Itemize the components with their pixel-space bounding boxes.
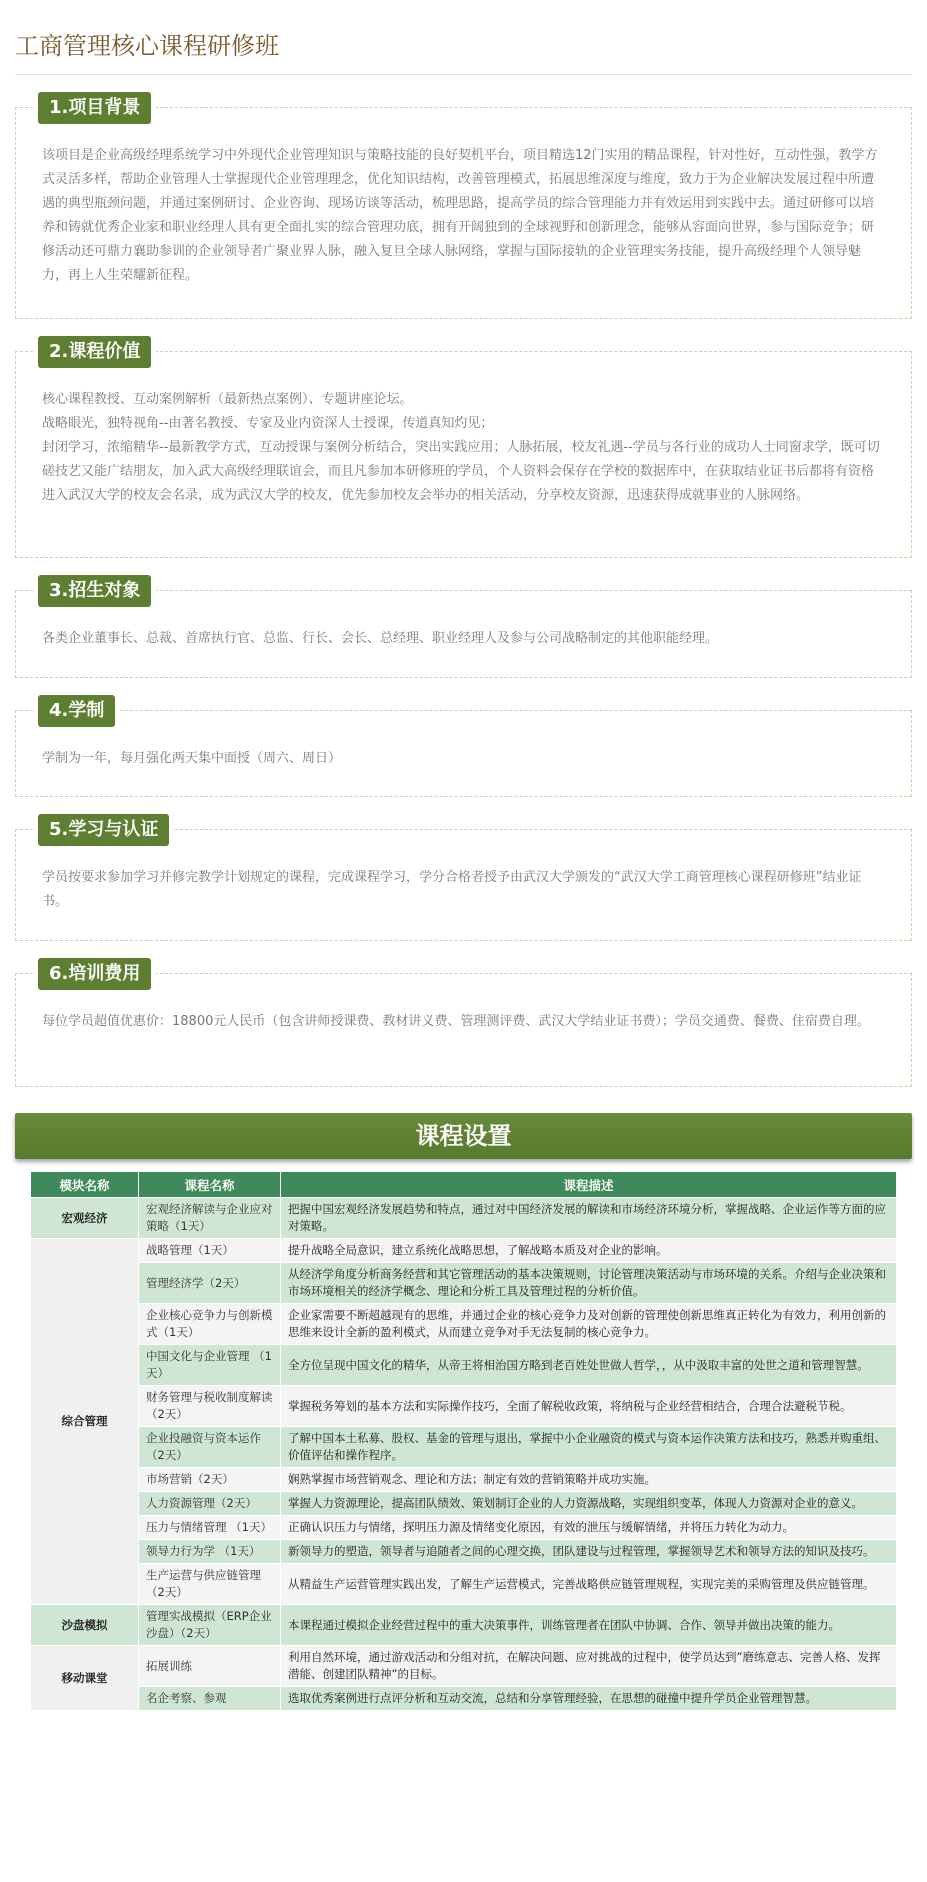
table-row	[31, 1468, 897, 1492]
course-name-cell: 压力与情绪管理 （1天）	[139, 1516, 281, 1540]
course-name-cell: 战略管理（1天）	[139, 1239, 281, 1263]
course-table-header-row	[31, 1172, 897, 1198]
course-name-cell: 名企考察、参观	[139, 1687, 281, 1711]
section-heading: 3.招生对象	[38, 575, 151, 607]
table-row	[31, 1516, 897, 1540]
module-name-cell: 移动课堂	[31, 1646, 139, 1711]
section-content	[15, 107, 912, 319]
section-paragraph: 学员按要求参加学习并修完教学计划规定的课程，完成课程学习，学分合格者授予由武汉大学颁发的“武汉大学工商管理核心课程研修班”结业证书。	[42, 870, 862, 909]
course-name-cell: 管理实战模拟（ERP企业沙盘）（2天）	[139, 1605, 281, 1646]
module-name-cell: 宏观经济	[31, 1198, 139, 1239]
course-desc-cell: 提升战略全局意识，建立系统化战略思想，了解战略本质及对企业的影响。	[281, 1239, 897, 1263]
section-label-wrap	[33, 336, 156, 368]
course-name-cell: 财务管理与税收制度解读（2天）	[139, 1386, 281, 1427]
section-heading: 5.学习与认证	[38, 814, 169, 846]
course-table-body	[31, 1198, 897, 1711]
course-desc-cell: 了解中国本土私募、股权、基金的管理与退出，掌握中小企业融资的模式与资本运作决策方法和技巧，熟悉并购重组、价值评估和操作程序。	[281, 1427, 897, 1468]
section-content	[15, 973, 912, 1087]
course-name-cell: 市场营销（2天）	[139, 1468, 281, 1492]
course-desc-cell: 全方位呈现中国文化的精华，从帝王将相治国方略到老百姓处世做人哲学，，从中汲取丰富的处世之道和管理智慧。	[281, 1345, 897, 1386]
page-title: 工商管理核心课程研修班	[15, 0, 912, 75]
table-row	[31, 1263, 897, 1304]
course-desc-cell: 掌握税务筹划的基本方法和实际操作技巧，全面了解税收政策，将纳税与企业经营相结合，合理合法避税节税。	[281, 1386, 897, 1427]
section-label-wrap	[33, 92, 156, 124]
table-row	[31, 1687, 897, 1711]
table-row	[31, 1427, 897, 1468]
section-heading: 4.学制	[38, 695, 115, 727]
table-row	[31, 1198, 897, 1239]
course-setting-banner: 课程设置	[15, 1113, 912, 1159]
table-row	[31, 1564, 897, 1605]
course-desc-cell: 正确认识压力与情绪，探明压力源及情绪变化原因，有效的泄压与缓解情绪，并将压力转化为动力。	[281, 1516, 897, 1540]
table-row	[31, 1605, 897, 1646]
course-name-cell: 宏观经济解读与企业应对策略（1天）	[139, 1198, 281, 1239]
section-paragraph: 各类企业董事长、总裁、首席执行官、总监、行长、会长、总经理、职业经理人及参与公司战略制定的其他职能经理。	[42, 631, 719, 646]
section-1	[15, 97, 912, 319]
course-name-cell: 领导力行为学 （1天）	[139, 1540, 281, 1564]
course-desc-cell: 企业家需要不断超越现有的思维，并通过企业的核心竞争力及对创新的管理使创新思维真正转化为有效力，利用创新的思维来设计全新的盈利模式，从而建立竞争对手无法复制的核心竞争力。	[281, 1304, 897, 1345]
section-heading: 2.课程价值	[38, 336, 151, 368]
course-desc-cell: 选取优秀案例进行点评分析和互动交流，总结和分享管理经验，在思想的碰撞中提升学员企业管理智慧。	[281, 1687, 897, 1711]
section-label-wrap	[33, 575, 156, 607]
section-label-wrap	[33, 958, 156, 990]
header-course-desc: 课程描述	[281, 1172, 897, 1198]
course-desc-cell: 新领导力的塑造，领导者与追随者之间的心理交换，团队建设与过程管理，掌握领导艺术和领导方法的知识及技巧。	[281, 1540, 897, 1564]
course-name-cell: 生产运营与供应链管理（2天）	[139, 1564, 281, 1605]
module-name-cell: 沙盘模拟	[31, 1605, 139, 1646]
course-desc-cell: 娴熟掌握市场营销观念、理论和方法；制定有效的营销策略并成功实施。	[281, 1468, 897, 1492]
section-paragraph: 该项目是企业高级经理系统学习中外现代企业管理知识与策略技能的良好契机平台，项目精选12门实用的精品课程，针对性好，互动性强，教学方式灵活多样，帮助企业管理人士掌握现代企业管理理念，优化知识结构，改善管理模式，拓展思维深度与维度，致力于为企业解决发展过程中所遭遇的典型瓶颈问题，并通过案例研讨、企业咨询、现场访谈等活动，梳理思路，提高学员的综合管理能力并有效运用到实践中去。通过研修可以培养和铸就优秀企业家和职业经理人具有更全面扎实的综合管理功底，拥有开阔独到的全球视野和创新理念，能够从容面向世界，参与国际竞争；研修活动还可鼎力襄助参训的企业领导者广聚业界人脉，融入复旦全球人脉网络，掌握与国际接轨的企业管理实务技能，提升高级经理个人领导魅力，再上人生荣耀新征程。	[42, 148, 878, 283]
section-paragraph: 封闭学习，浓缩精华--最新教学方式，互动授课与案例分析结合，突出实践应用；人脉拓展，校友礼遇--学员与各行业的成功人士同窗求学，既可切磋技艺又能广结朋友，加入武大高级经理联谊会，而且凡参加本研修班的学员，个人资料会保存在学校的数据库中，在获取结业证书后都将有资格进入武汉大学的校友会名录，成为武汉大学的校友，优先参加校友会举办的相关活动，分享校友资源，迅速获得成就事业的人脉网络。	[42, 440, 880, 503]
course-name-cell: 企业投融资与资本运作（2天）	[139, 1427, 281, 1468]
section-5	[15, 819, 912, 941]
sections-container	[15, 97, 912, 1087]
table-row	[31, 1304, 897, 1345]
table-row	[31, 1540, 897, 1564]
course-name-cell: 中国文化与企业管理 （1天）	[139, 1345, 281, 1386]
section-6	[15, 963, 912, 1087]
section-paragraph: 核心课程教授、互动案例解析（最新热点案例）、专题讲座论坛。	[42, 392, 413, 407]
section-content	[15, 351, 912, 558]
course-table	[30, 1171, 897, 1711]
section-label-wrap	[33, 814, 174, 846]
course-desc-cell: 从精益生产运营管理实践出发，了解生产运营模式，完善战略供应链管理规程，实现完美的采购管理及供应链管理。	[281, 1564, 897, 1605]
course-name-cell: 拓展训练	[139, 1646, 281, 1687]
table-row	[31, 1492, 897, 1516]
section-heading: 1.项目背景	[38, 92, 151, 124]
table-row	[31, 1386, 897, 1427]
course-name-cell: 人力资源管理（2天）	[139, 1492, 281, 1516]
section-paragraph: 学制为一年，每月强化两天集中面授（周六、周日）	[42, 751, 342, 766]
section-content	[15, 710, 912, 797]
course-desc-cell: 把握中国宏观经济发展趋势和特点，通过对中国经济发展的解读和市场经济环境分析，掌握战略、企业运作等方面的应对策略。	[281, 1198, 897, 1239]
table-row	[31, 1239, 897, 1263]
course-desc-cell: 本课程通过模拟企业经营过程中的重大决策事件，训练管理者在团队中协调、合作、领导并做出决策的能力。	[281, 1605, 897, 1646]
module-name-cell: 综合管理	[31, 1239, 139, 1605]
header-module: 模块名称	[31, 1172, 139, 1198]
section-2	[15, 341, 912, 558]
table-row	[31, 1646, 897, 1687]
section-label-wrap	[33, 695, 120, 727]
section-paragraph: 每位学员超值优惠价：18800元人民币（包含讲师授课费、教材讲义费、管理测评费、武汉大学结业证书费）；学员交通费、餐费、住宿费自理。	[42, 1014, 870, 1029]
table-row	[31, 1345, 897, 1386]
header-course-name: 课程名称	[139, 1172, 281, 1198]
course-desc-cell: 从经济学角度分析商务经营和其它管理活动的基本决策规则，讨论管理决策活动与市场环境的关系。介绍与企业决策和市场环境相关的经济学概念、理论和分析工具及管理过程的分析价值。	[281, 1263, 897, 1304]
section-3	[15, 580, 912, 678]
course-name-cell: 管理经济学（2天）	[139, 1263, 281, 1304]
course-desc-cell: 利用自然环境，通过游戏活动和分组对抗，在解决问题、应对挑战的过程中，使学员达到”磨练意志、完善人格、发挥潜能、创建团队精神”的目标。	[281, 1646, 897, 1687]
section-paragraph: 战略眼光，独特视角--由著名教授、专家及业内资深人士授课，传道真知灼见；	[42, 416, 494, 431]
section-4	[15, 700, 912, 797]
course-name-cell: 企业核心竞争力与创新模式（1天）	[139, 1304, 281, 1345]
course-desc-cell: 掌握人力资源理论，提高团队绩效、策划制订企业的人力资源战略，实现组织变革，体现人力资源对企业的意义。	[281, 1492, 897, 1516]
section-heading: 6.培训费用	[38, 958, 151, 990]
